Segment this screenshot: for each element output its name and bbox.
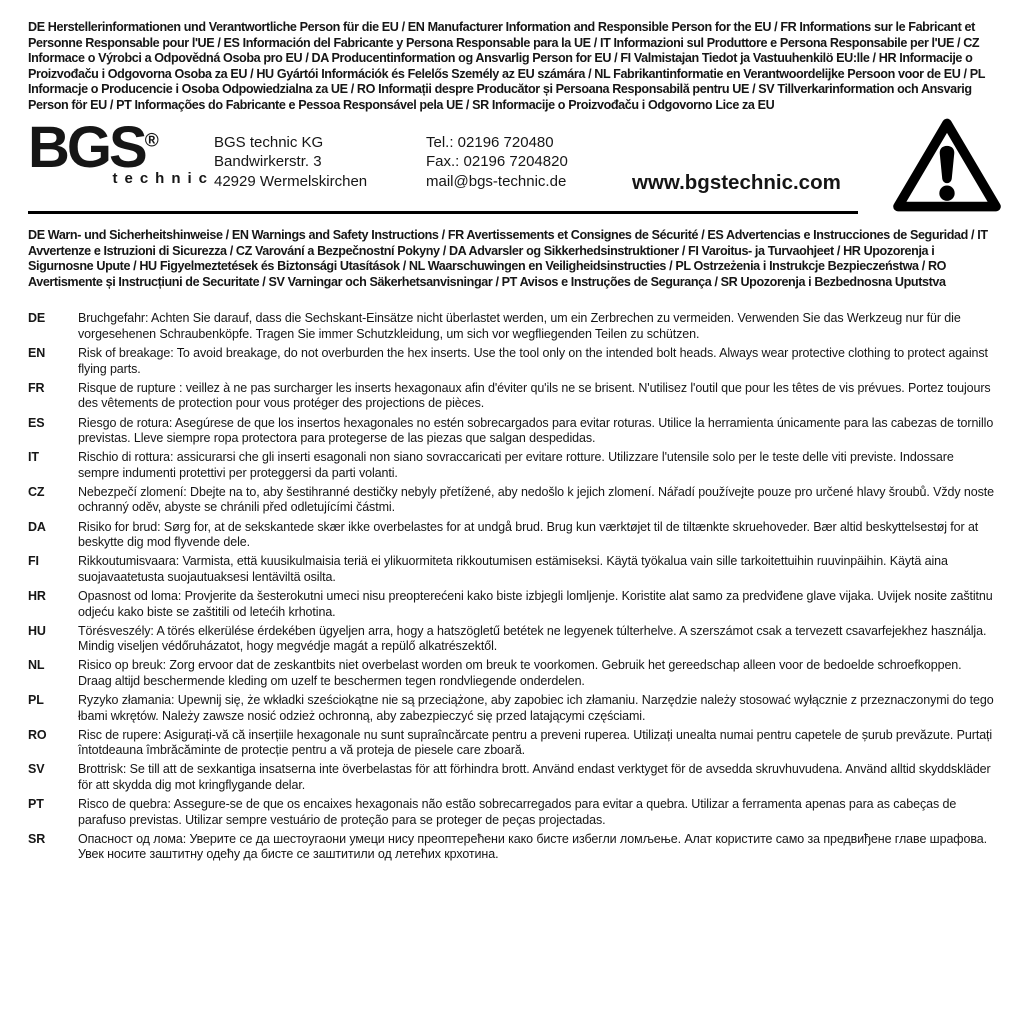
section-divider (28, 211, 858, 215)
warning-text: Bruchgefahr: Achten Sie darauf, dass die Sechskant-Einsätze nicht überlastet werden, um ein Zerbrechen zu vermeiden. Verwenden Sie das Werkzeug nur für die vorgesehenen Schraubenköpfe. Tragen Sie immer Schutzkleidung, um sich vor wegfliegenden Teilen zu schützen. (78, 311, 961, 342)
company-name: BGS technic KG (214, 133, 324, 151)
warning-item-cz (28, 485, 996, 516)
warning-text: Rikkoutumisvaara: Varmista, että kuusikulmaisia teriä ei ylikuormiteta rikkoutumisen estämiseksi. Käytä työkalua vain sille tarkoitettuihin ruuvinpäihin. Käytä aina suojavaatetusta suojautuaksesi lentäviltä osilta. (78, 554, 948, 584)
warning-text: Ryzyko złamania: Upewnij się, że wkładki sześciokątne nie są przeciążone, aby zapobiec ich złamaniu. Narzędzie należy stosować wyłącznie z przeznaczonymi do tego łbami wkrętów. Należy zawsze nosić odzież ochronną, aby zabezpieczyć się przed latającymi częściami. (78, 693, 994, 723)
warning-text: Risico op breuk: Zorg ervoor dat de zeskantbits niet overbelast worden om breuk te voorkomen. Gebruik het gereedschap alleen voor de bedoelde schroefkoppen. Draag altijd beschermende kleding om uzelf te beschermen tegen rondvliegende onderdelen. (78, 658, 962, 688)
warning-item-es (28, 416, 996, 447)
safety-header: DE Warn- und Sicherheitshinweise / EN Warnings and Safety Instructions / FR Avertissements et Consignes de Sécurité / ES Advertencias e Instrucciones de Seguridad / IT Avvertenze e Istruzioni di Sicurezza / CZ Varování a Bezpečnostní Pokyny / DA Advarsler og Sikkerhedsinstruktioner / FI Varoitus- ja Turvaohjeet / HR Upozorenja i Sigurnosne Upute / HU Figyelmeztetések és Biztonsági Utasítások / NL Waarschuwingen en Veiligheidsinstructies / PL Ostrzeżenia i Instrukcje Bezpieczeństwa / RO Avertismente și Instrucțiuni de Securitate / SV Varningar och Säkerhetsanvisningar / PT Avisos e Instruções de Segurança / SR Upozorenja i Bezbednosna Uputstva (28, 228, 988, 289)
language-code: ES (28, 415, 45, 430)
warning-item-ro (28, 728, 996, 759)
warning-text: Risc de rupere: Asigurați-vă că inserțiile hexagonale nu sunt supraîncărcate pentru a preveni ruperea. Utilizați unealta numai pentru capetele de șurub prevăzute. Purtați întotdeauna îmbrăcăminte de protecție pentru a vă proteja de piesele care zboară. (78, 727, 993, 758)
language-code: HR (28, 588, 46, 603)
bgs-logo-subtext: technic (112, 169, 214, 187)
warning-text: Risco de quebra: Assegure-se de que os encaixes hexagonais não estão sobrecarregados para evitar a quebra. Utilizar a ferramenta apenas para as cabeças de parafuso previstas. Utilizar sempre vestuário de proteção para se proteger de peças projectadas. (78, 797, 957, 827)
warning-triangle-icon (890, 116, 1004, 214)
warning-text: Opasnost od loma: Provjerite da šesterokutni umeci nisu preopterećeni kako biste izbjegli lomljenje. Koristite alat samo za predviđene glave vijaka. Uvijek nosite zaštitnu odjeću kako biste se zaštitili od letećih krhotina. (78, 588, 993, 619)
warning-text: Опасност од лома: Уверите се да шестоугаони умеци нису преоптерећени како бисте избегли ломљење. Алат користите само за предвиђене главе шрафова. Увек носите заштитну одећу да бисте се заштитили од летећих крхотина. (78, 831, 987, 862)
company-fax: Fax.: 02196 7204820 (426, 153, 568, 171)
warning-text: Rischio di rottura: assicurarsi che gli inserti esagonali non siano sovraccaricati per evitare rotture. Utilizzare l'utensile solo per le teste delle viti previste. Indossare sempre indumenti protettivi per proteggersi da parti volanti. (78, 450, 954, 480)
warning-item-fr (28, 381, 996, 412)
warnings-list (28, 311, 996, 863)
language-code: EN (28, 346, 46, 361)
warning-item-pl (28, 693, 996, 724)
bgs-logo-text: BGS (28, 114, 145, 180)
language-code: FI (28, 554, 39, 569)
brand-row (28, 114, 996, 208)
language-code: FR (28, 380, 45, 395)
warning-item-da (28, 520, 996, 551)
company-city: 42929 Wermelskirchen (214, 172, 368, 190)
warning-item-de (28, 311, 996, 342)
warning-text: Riesgo de rotura: Asegúrese de que los insertos hexagonales no estén sobrecargados para evitar roturas. Utilice la herramienta únicamente para las cabezas de tornillo previstas. Lleve siempre ropa protectora para protegerse de las piezas que salgan despedidas. (78, 415, 994, 446)
warning-text: Nebezpečí zlomení: Dbejte na to, aby šestihranné destičky nebyly přetížené, aby nedošlo k jejich zlomení. Nářadí používejte pouze pro určené hlavy šroubů. Vždy noste ochranný oděv, abyste se chránili před odletujícími částmi. (78, 484, 994, 515)
warning-item-nl (28, 658, 996, 689)
warning-text: Risque de rupture : veillez à ne pas surcharger les inserts hexagonaux afin d'éviter qu'ils ne se brisent. N'utilisez l'outil que pour les têtes de vis prévues. Portez toujours des vêtements de protection pour vous protéger des projections de pièces. (78, 380, 991, 411)
language-code: IT (28, 450, 39, 465)
company-email: mail@bgs-technic.de (426, 172, 567, 190)
language-code: RO (28, 727, 47, 742)
warning-item-sv (28, 762, 996, 793)
language-code: CZ (28, 484, 45, 499)
warning-item-sr (28, 832, 996, 863)
language-code: PT (28, 797, 44, 812)
manufacturer-header: DE Herstellerinformationen und Verantwortliche Person für die EU / EN Manufacturer Information and Responsible Person for the EU / FR Informations sur le Fabricant et Personne Responsable pour l'UE / ES Información del Fabricante y Persona Responsable para la UE / IT Informazioni sul Produttore e Persona Responsabile per l'UE / CZ Informace o Výrobci a Odpovědná Osoba pro EU / DA Producentinformation og Ansvarlig Person for EU / FI Valmistajan Tiedot ja Vastuuhenkilö EU:lle / HR Informacije o Proizvođaču i Odgovorna Osoba za EU / HU Gyártói Információk és Felelős Személy az EU számára / NL Fabrikantinformatie en Verantwoordelijke Persoon voor de EU / PL Informacje o Producencie i Osoba Odpowiedzialna za UE / RO Informații despre Producător și Persoana Responsabilă pentru UE / SV Tillverkarinformation och Ansvarig Person för EU / PT Informações do Fabricante e Pessoa Responsável pela UE / SR Informacije o Proizvođaču i Odgovorno Lice za EU (28, 20, 985, 112)
warning-text: Brottrisk: Se till att de sexkantiga insatserna inte överbelastas för att förhindra brott. Använd endast verktyget för de avsedda skruvhuvudena. Använd alltid skyddskläder för att skydda dig mot kringflygande delar. (78, 762, 991, 792)
bgs-logo (28, 114, 214, 187)
language-code: SR (28, 831, 46, 846)
language-code: HU (28, 623, 46, 638)
registered-trademark-icon: ® (144, 130, 159, 152)
company-contact (426, 120, 622, 192)
language-code: DA (28, 519, 46, 534)
warning-item-hu (28, 624, 996, 655)
language-code: DE (28, 311, 46, 326)
warning-item-fi (28, 554, 996, 585)
warning-text: Törésveszély: A törés elkerülése érdekében ügyeljen arra, hogy a hatszögletű betétek ne legyenek túlterhelve. A szerszámot csak a tervezett csavarfejekhez használja. Mindig viseljen védőruházatot, hogy megvédje magát a repülő alkatrészektől. (78, 623, 987, 654)
company-website: www.bgstechnic.com (632, 170, 841, 194)
company-street: Bandwirkerstr. 3 (214, 153, 322, 171)
language-code: PL (28, 693, 44, 707)
warning-text: Risiko for brud: Sørg for, at de sekskantede skær ikke overbelastes for at undgå brud. Brug kun værktøjet til de tiltænkte skruehoveder. Bær altid beskyttelsestøj for at beskytte dig mod flyvende dele. (78, 519, 979, 550)
warning-item-it (28, 450, 996, 481)
company-phone: Tel.: 02196 720480 (426, 133, 554, 151)
language-code: SV (28, 762, 45, 777)
company-address (214, 120, 426, 192)
warning-text: Risk of breakage: To avoid breakage, do not overburden the hex inserts. Use the tool only on the intended bolt heads. Always wear protective clothing to protect against flying parts. (78, 346, 988, 376)
language-code: NL (28, 658, 45, 673)
warning-item-hr (28, 589, 996, 620)
warning-item-pt (28, 797, 996, 828)
warning-item-en (28, 346, 996, 377)
